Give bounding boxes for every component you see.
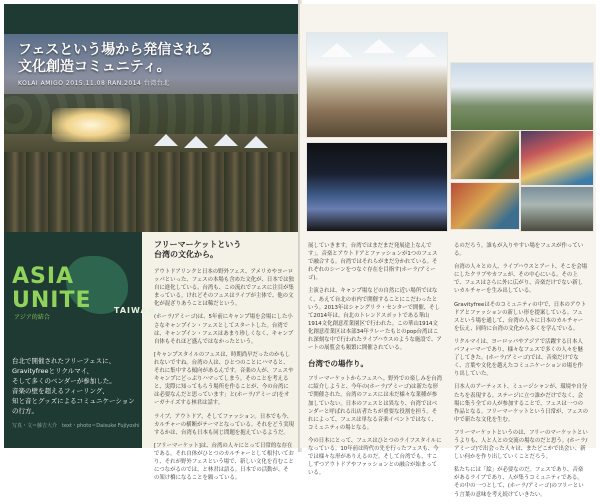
asia-unite-logo	[10, 248, 156, 328]
article-paragraph: 日本人のアーティスト、ミュージシャンが、環境や自分たちを表現する。ステージに立つ誰かだけでなく、会場に集う全ての人が参加することで、フェスは一つの作品となる。フリーマーケットという日常が、フェスの中で新たな文化を生む。	[454, 384, 589, 423]
tent-icon	[363, 39, 395, 53]
article-paragraph: 私たちには「絵」が必要なのだ。フェスであり、音楽があるライブであり、人が集うコミュニティである。その中の一つとして、(ホーラ/アミーゴ)のフリーという言葉の意味を考え続けていきたい。	[454, 467, 584, 498]
tent-icon	[321, 43, 353, 57]
stage-lights	[52, 108, 130, 142]
article-paragraph: るのだろう。誰もが入りやすい場をフェスが作っている。	[454, 243, 584, 258]
caption-line: 知と音とグッズによるコミュニケーションの行方。	[12, 397, 135, 415]
right-page	[300, 4, 596, 498]
treeline	[4, 94, 300, 134]
article-paragraph: 今の日本にとって、フェスはひとつのライフスタイルになっている。10年前は時代の先を行ったフェスも、今では様々な形がありえるのだ。そして台湾でも、すこしずつアウトドアやファッションとの融合が始まっている。	[308, 437, 442, 477]
tent-icon	[184, 136, 208, 148]
article-paragraph: 台湾の人々との人、ライブハウスとアート、そこを会場にしたクラブやカフェが、その中心にいる。その上で、フェスはさらに外に広がり、音楽だけでない新しいカルチャーを生み出している。	[454, 264, 588, 295]
article-paragraph: フリーマーケットというのは、フリーのマーケットというよりも、人と人との交流の場なのだと思う。(ホーラ/アミーゴ)で出会った人々は、またどこかで出会い、新しい何かを作り出していくことだろう。	[454, 429, 588, 461]
caption-line: 音楽の壁を超えるフィーリング、	[12, 387, 109, 395]
logo-word-asia: ASIA	[12, 264, 75, 289]
article-paragraph: (ホーラ/アミーゴ)は、5年前にキャンプ場を会場にした小さなキャンプイン・フェスとしてスタートした。台湾では、キャンプイン・フェスはあまり珍しくなく、キャンプ自体もそれほど盛んではなかったという。	[154, 314, 294, 345]
photo-market-tents	[306, 32, 448, 138]
tent-icon	[405, 43, 437, 57]
article-heading-line1: フリーマーケットという	[154, 240, 242, 249]
article-left	[154, 240, 294, 487]
tent-icon	[214, 134, 238, 146]
left-page	[4, 4, 300, 482]
photo-night-stage	[306, 142, 448, 232]
photo-vendor-booth	[450, 130, 520, 180]
article-column	[454, 242, 588, 504]
crowd	[4, 152, 300, 232]
logo-country: TAIWAN	[114, 306, 156, 315]
hero-photo	[4, 34, 300, 232]
article-paragraph: フリーマーケットからフェスへ。野外での楽しみを台湾に紹介しようと、今年の(ホーラ/アミーゴ)は新たな形で開催された。台湾のフェスには未だ様々な業種が参加していない。日本のフェスとは異なり、台湾ではベンダーと呼ばれる出店者たちが重要な役割を担う。それによって、フェスは単なる音楽イベントではなく、コミュニティの場となる。	[308, 376, 443, 431]
caption-line: Gravityfreeとリクルマイ、	[12, 367, 94, 375]
logo-subtitle: アジア的結合	[14, 314, 50, 321]
photo-goods	[450, 182, 520, 230]
article-column	[308, 242, 442, 482]
tent-icon	[154, 134, 178, 146]
article-heading-line2: 台湾の文化から。	[154, 250, 218, 259]
header-band	[4, 4, 300, 34]
tent-icon	[244, 136, 268, 148]
hero-title-line2: 文化創造コミュニティ。	[18, 59, 171, 75]
article-paragraph: ライブ、アウトドア、そしてファッション。日本でも今、カルチャーの横断がテーマとなっている。それをどう実現するかは、台湾も日本も同じ問題を抱えているようだ。	[154, 413, 294, 436]
article-paragraph: [キャンプスタイルのフェスは、時期尚早だったのかもしれないですね。台湾の人は、ひとつのことにハマると、それに集中する傾向があるんです。音楽の人が、フェスやキャンプにどっぷりハマってしまう。そのことを考えると、実際に知ってもらう場所を作ることが、今の台湾には必要なんだと思っています」と(ホーラ/アミーゴ)をオーガナイズする林君は話す。	[154, 351, 294, 407]
hero-credit: KOLAI AMIGO 2015.11.08 RAN.2014 台湾台北	[18, 80, 170, 87]
article-paragraph: リクルマイは、ヨーロッパやアジアで活躍する日本人パフォーマーであり、様々なフェスで多くの人々を魅了してきた。(ホーラ/アミーゴ)では、音楽だけでなく、言葉や文化を越えたコミュニケーションの場を作り出していた。	[454, 338, 583, 378]
hero-title-line1: フェスという場から発信される	[18, 42, 214, 58]
logo-word-unite: UNITE	[12, 288, 92, 313]
article-paragraph: 主演されは、キャンプ場などの自然に近い場所ではなく、あえて台北の市内で開催することにこだわったという。2013年はシャングリラ・センターで開催、そして2014年は、台北のトレンドスポットである華山1914文化創意産業園区で行われた。この華山1914文化創意産業区は本部34年ラレーたもとのpop台湾はこれ深刻な中で行われたライブハウスのような施設で、アートの展覧会も頻繁に開催されている。	[308, 288, 442, 352]
caption-line: そして多くのベンダーが参加した。	[12, 377, 116, 385]
photo-credit: 写真・文＝藤吉大介 text・photo＝Daisuke Fujiyoshi	[12, 423, 140, 429]
caption	[12, 356, 140, 416]
hero-title	[18, 42, 213, 76]
caption-line: 台北で開催されたフリーフェスに、	[12, 357, 116, 365]
photo-mural	[520, 130, 594, 186]
article-paragraph: Gravityfreeはそのコミュニティの中で、日本のアウトドアとファッションの新しい形を提案している。フェスという場を通して、台湾の人々に日本のカルチャーを伝え、同時に台湾の文化から多くを学んでいる。	[454, 301, 587, 332]
section-heading: 台湾での場作り。	[308, 359, 368, 369]
article-paragraph: アウトドアリンクと日本の野外フェス、アメリカやヨーロッパといった、フェスの本場も含めた文化が、日本では独自に進化している。台湾も、この流れでフェスに注目が集まっている。けれどそのフェスはライブが主体で、他の文化が混ざりあうことは稀だという。	[154, 269, 294, 308]
photo-visitors	[520, 186, 594, 232]
article-heading	[154, 240, 294, 260]
article-paragraph: [フリーマーケット]は、台湾の人々にとって日常的な存在である。それ自体がひとつのカルチャーとして根付いており、それが野外フェスという場で、新しい文化を育むことにつながるのでは、と林君は語る。日本での活動が、その架け橋になることを願っている。	[154, 442, 294, 482]
article-paragraph: 展していきます。台湾ではまだまだ発展途上なんです」。音楽とアウトドアとファッションが1つのフェスで融合する。台湾ではそれらがまだ分かれている。それぞれのシーンをつなぐ存在を目指す(ホーラ/アミーゴ)。	[308, 243, 438, 282]
